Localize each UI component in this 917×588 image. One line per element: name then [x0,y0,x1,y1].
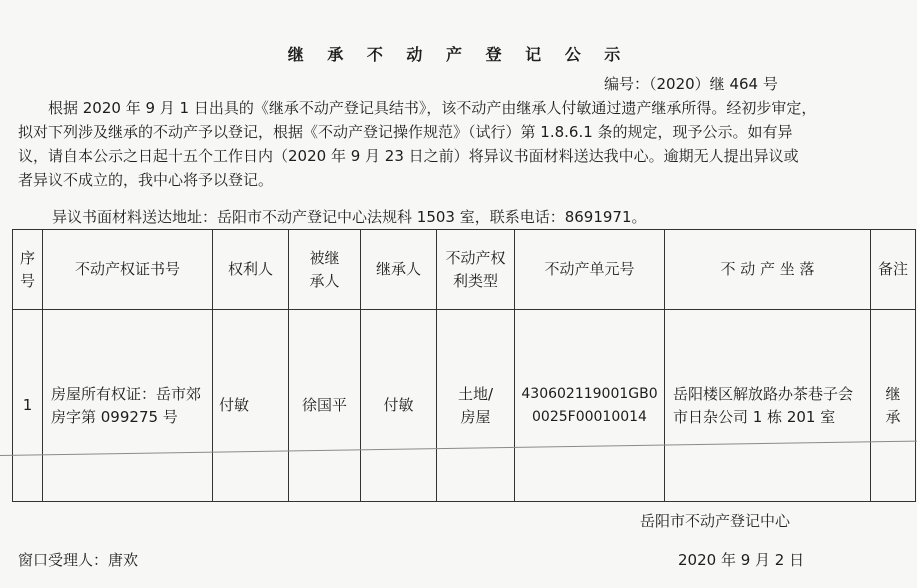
cell-location: 岳阳楼区解放路办茶巷子会市日杂公司 1 栋 201 室 [665,310,871,502]
header-cert: 不动产权证书号 [43,230,213,310]
notice-body [18,96,914,192]
issuing-authority: 岳阳市不动产登记中心 [640,512,791,530]
objection-address: 异议书面材料送达地址：岳阳市不动产登记中心法规科 1503 室，联系电话：8691971。 [52,208,647,226]
header-remark: 备注 [871,230,916,310]
cell-right-type: 土地/房屋 [437,310,515,502]
document-number: 编号：（2020）继 464 号 [604,75,778,93]
cell-cert: 房屋所有权证：岳市郊房字第 099275 号 [43,310,213,502]
cell-seq: 1 [13,310,43,502]
header-location: 不 动 产 坐 落 [665,230,871,310]
header-unit-no: 不动产单元号 [515,230,665,310]
cell-deceased: 徐国平 [289,310,361,502]
issue-date: 2020 年 9 月 2 日 [678,551,805,569]
window-clerk: 窗口受理人：唐欢 [18,551,139,569]
cell-unit-no: 430602119001GB00025F00010014 [515,310,665,502]
table-row [13,310,916,502]
notice-line: 根据 2020 年 9 月 1 日出具的《继承不动产登记具结书》，该不动产由继承人付敏通过遗产继承所得。经初步审定， [18,99,817,117]
header-heir: 继承人 [361,230,437,310]
cell-heir: 付敏 [361,310,437,502]
header-holder: 权利人 [213,230,289,310]
registration-table [12,229,916,502]
header-seq: 序号 [13,230,43,310]
table-header-row [13,230,916,310]
header-right-type: 不动产权利类型 [437,230,515,310]
cell-holder: 付敏 [213,310,289,502]
notice-line: 议，请自本公示之日起十五个工作日内（2020 年 9 月 23 日之前）将异议书面材料送达我中心。逾期无人提出异议或 [18,147,799,165]
page-title: 继 承 不 动 产 登 记 公 示 [287,45,630,64]
notice-line: 拟对下列涉及继承的不动产予以登记，根据《不动产登记操作规范》（试行）第 1.8.6.1 条的规定，现予公示。如有异 [18,123,793,141]
header-deceased: 被继承人 [289,230,361,310]
cell-remark: 继承 [871,310,916,502]
notice-line: 者异议不成立的，我中心将予以登记。 [18,171,274,189]
